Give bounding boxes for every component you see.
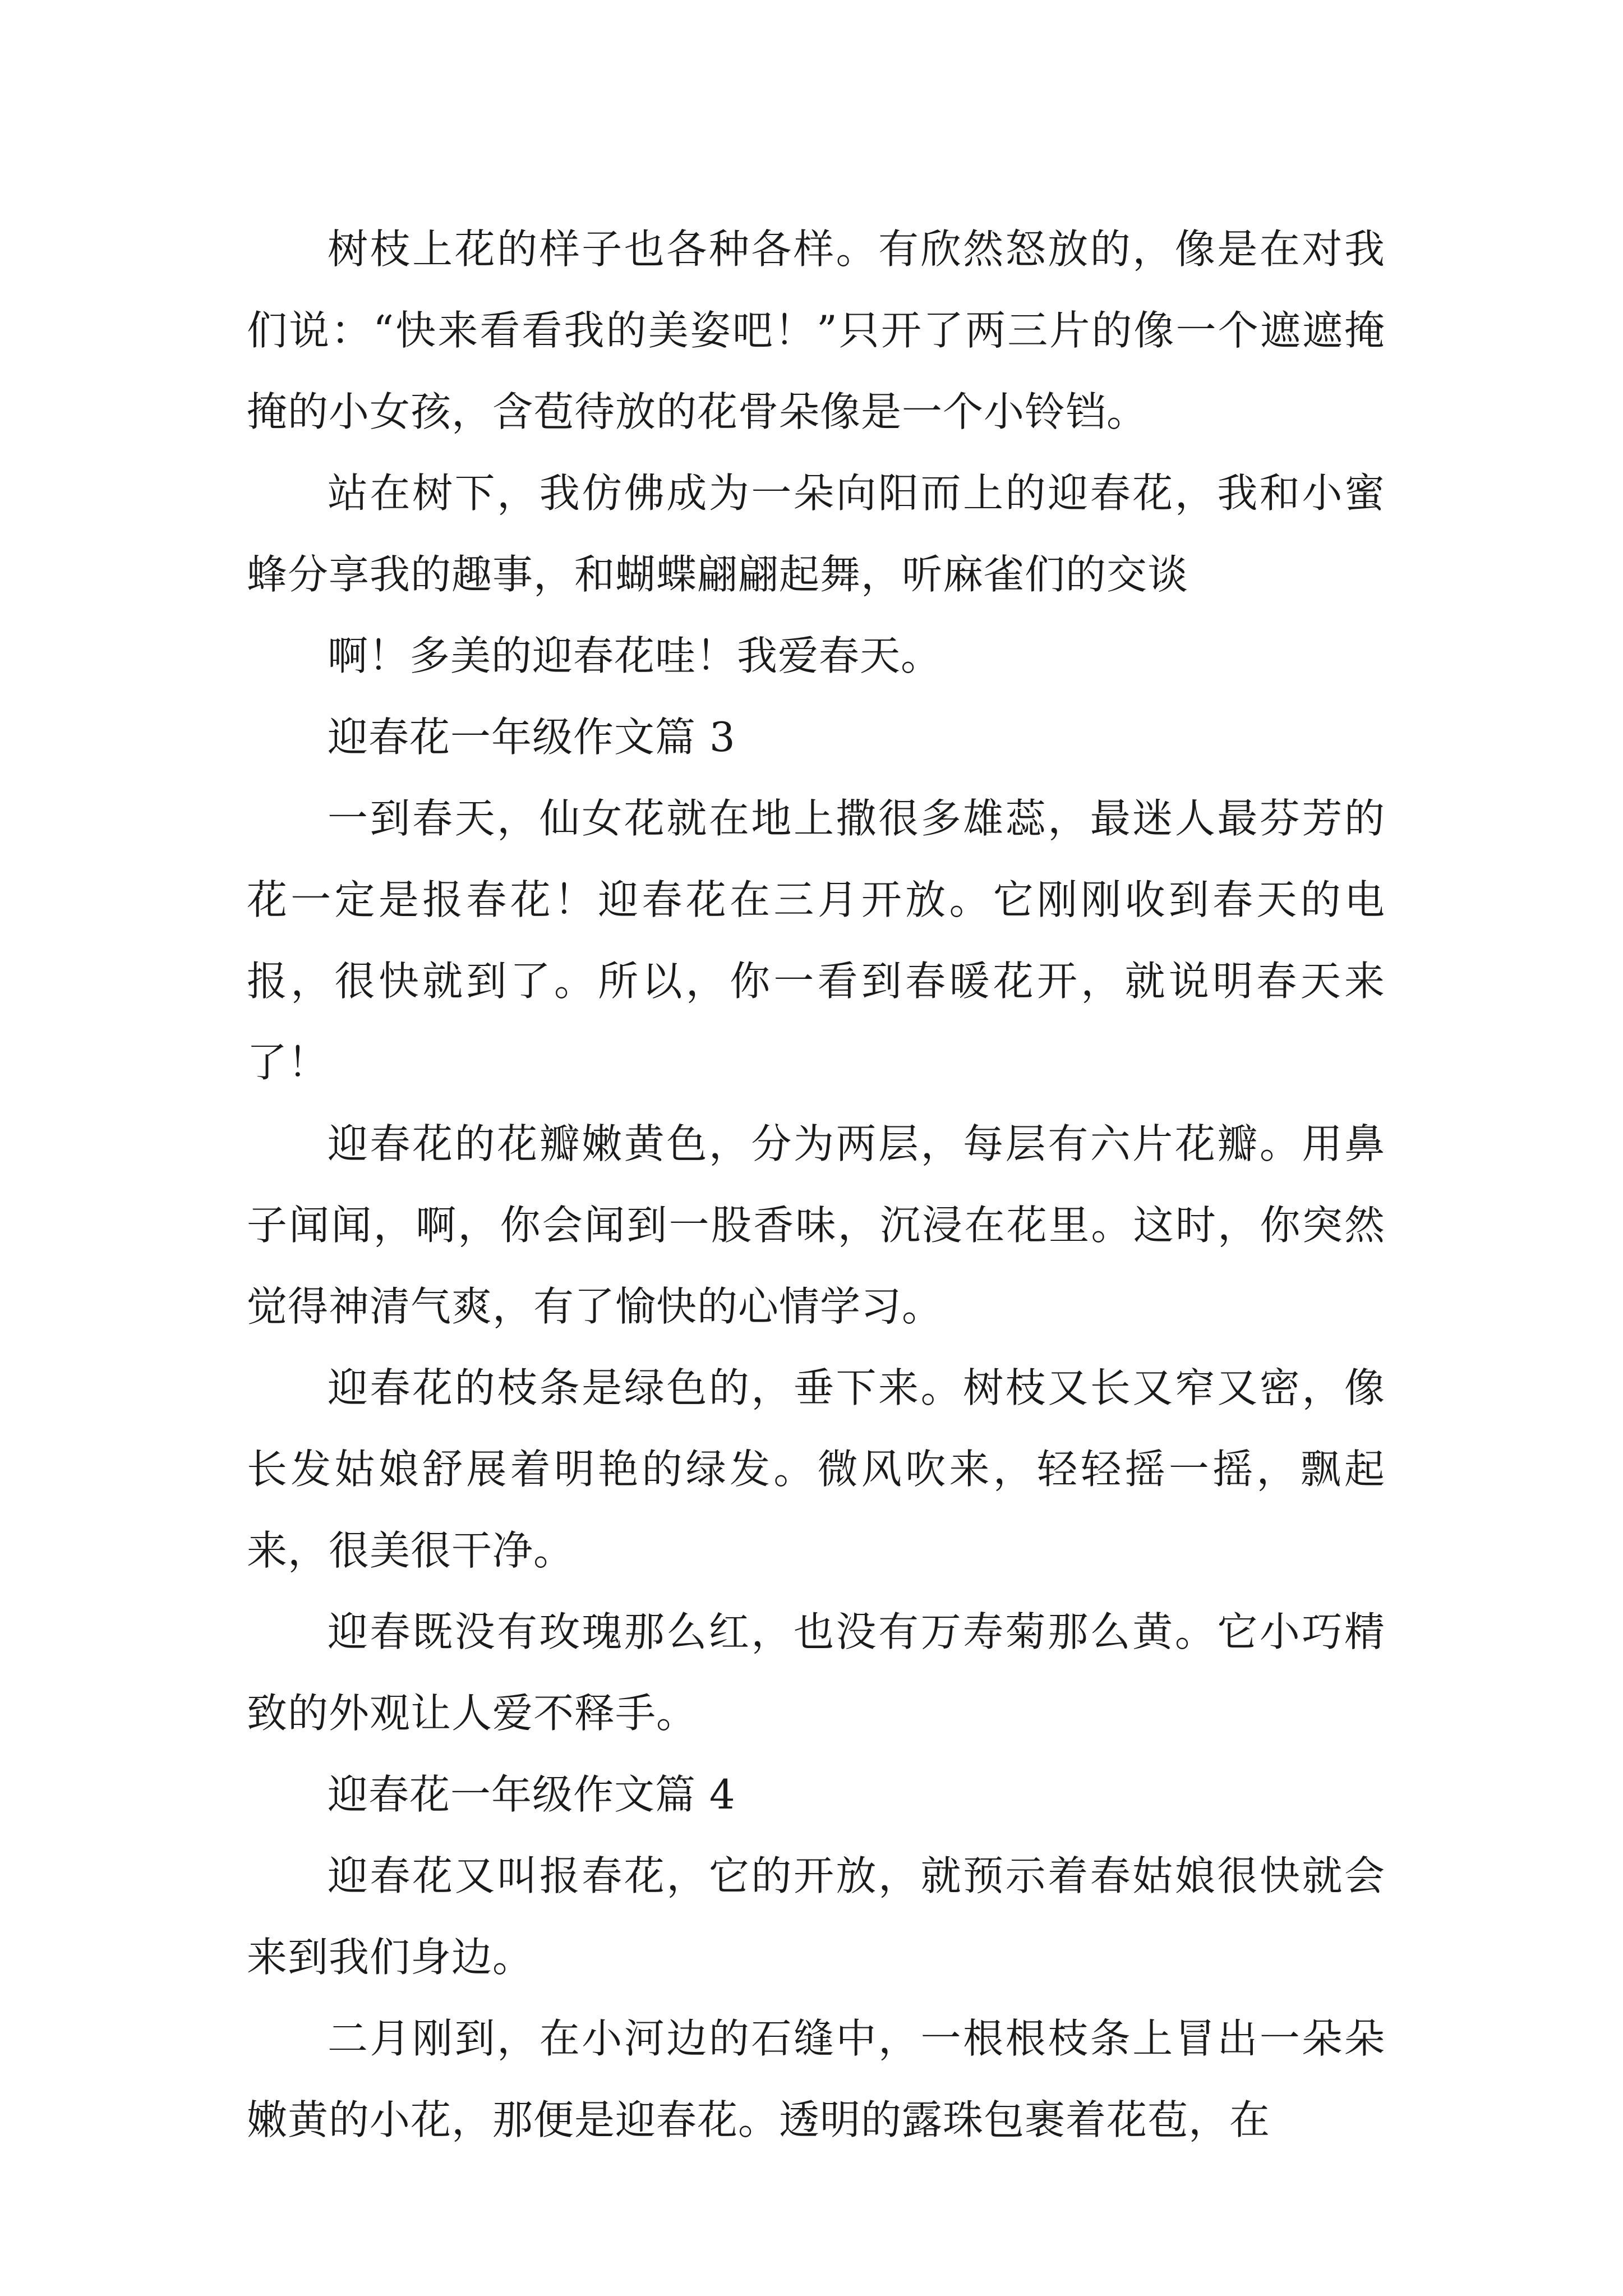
paragraph: 啊！多美的迎春花哇！我爱春天。 (328, 632, 942, 679)
section-heading: 迎春花一年级作文篇 4 (328, 1771, 736, 1818)
paragraph: 二月刚到，在小河边的石缝中，一根根枝条上冒出一朵朵嫩黄的小花，那便是迎春花。透明的露珠包裹着花苞，在 (247, 2015, 1385, 2143)
paragraph: 站在树下，我仿佛成为一朵向阳而上的迎春花，我和小蜜蜂分享我的趣事，和蝴蝶翩翩起舞，听麻雀们的交谈 (247, 470, 1385, 598)
paragraph: 一到春天，仙女花就在地上撒很多雄蕊，最迷人最芬芳的花一定是报春花！迎春花在三月开放。它刚刚收到春天的电报，很快就到了。所以，你一看到春暖花开，就说明春天来了！ (247, 795, 1385, 1086)
paragraph: 迎春花又叫报春花，它的开放，就预示着春姑娘很快就会来到我们身边。 (247, 1852, 1385, 1981)
paragraph: 迎春既没有玫瑰那么红，也没有万寿菊那么黄。它小巧精致的外观让人爱不释手。 (247, 1608, 1385, 1737)
paragraph: 树枝上花的样子也各种各样。有欣然怒放的，像是在对我们说：“快来看看我的美姿吧！”只开了两三片的像一个遮遮掩掩的小女孩，含苞待放的花骨朵像是一个小铃铛。 (247, 226, 1385, 435)
section-heading: 迎春花一年级作文篇 3 (328, 714, 736, 761)
document-body (247, 209, 1385, 2161)
paragraph: 迎春花的枝条是绿色的，垂下来。树枝又长又窄又密，像长发姑娘舒展着明艳的绿发。微风吹来，轻轻摇一摇，飘起来，很美很干净。 (247, 1364, 1385, 1574)
paragraph: 迎春花的花瓣嫩黄色，分为两层，每层有六片花瓣。用鼻子闻闻，啊，你会闻到一股香味，沉浸在花里。这时，你突然觉得神清气爽，有了愉快的心情学习。 (247, 1120, 1385, 1330)
